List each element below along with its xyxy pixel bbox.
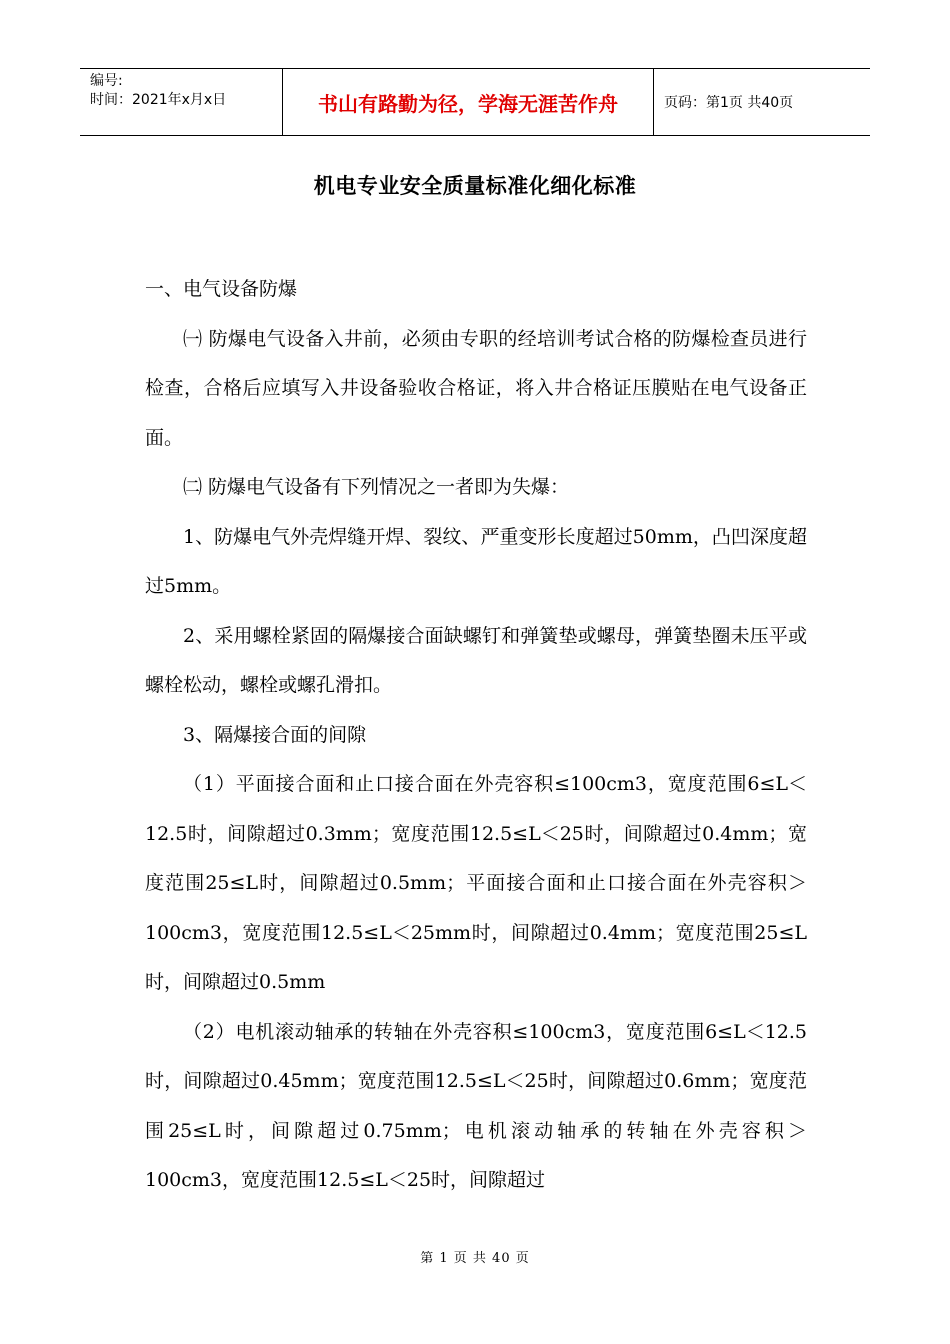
header-motto: 书山有路勤为径，学海无涯苦作舟 xyxy=(282,69,654,135)
document-title: 机电专业安全质量标准化细化标准 xyxy=(313,174,637,198)
paragraph: ㈡ 防爆电气设备有下列情况之一者即为失爆： xyxy=(183,476,570,498)
document-body xyxy=(145,265,807,1206)
page-footer: 第 1 页 共 40 页 xyxy=(420,1251,530,1266)
paragraph: 1、防爆电气外壳焊缝开焊、裂纹、严重变形长度超过50mm，凸凹深度超过5mm。 xyxy=(145,525,807,597)
page-header xyxy=(80,68,870,136)
header-meta xyxy=(80,69,282,135)
paragraph: ㈠ 防爆电气设备入井前，必须由专职的经培训考试合格的防爆检查员进行检查，合格后应填写入井设备验收合格证，将入井合格证压膜贴在电气设备正面。 xyxy=(145,327,807,449)
paragraph: 3、隔爆接合面的间隙 xyxy=(183,723,367,746)
paragraph: 2、采用螺栓紧固的隔爆接合面缺螺钉和弹簧垫或螺母，弹簧垫圈未压平或螺栓松动，螺栓或螺孔滑扣。 xyxy=(145,624,807,696)
paragraph: （2）电机滚动轴承的转轴在外壳容积≤100cm3，宽度范围6≤L＜12.5时，间隙超过0.45mm；宽度范围12.5≤L＜25时，间隙超过0.6mm；宽度范围25≤L时，间隙超过0.75mm；电机滚动轴承的转轴在外壳容积＞100cm3，宽度范围12.5≤L＜25时，间隙超过 xyxy=(145,1020,807,1191)
section-heading: 一、电气设备防爆 xyxy=(145,278,298,300)
time-label: 时间：2021年x月x日 xyxy=(90,92,227,108)
number-label: 编号: xyxy=(90,73,123,89)
header-page-info: 页码：第1页 共40页 xyxy=(664,95,794,111)
paragraph: （1）平面接合面和止口接合面在外壳容积≤100cm3，宽度范围6≤L＜12.5时，间隙超过0.3mm；宽度范围12.5≤L＜25时，间隙超过0.4mm；宽度范围25≤L时，间隙超过0.5mm；平面接合面和止口接合面在外壳容积＞100cm3，宽度范围12.5≤L＜25mm时，间隙超过0.4mm；宽度范围25≤L时，间隙超过0.5mm xyxy=(145,773,807,993)
